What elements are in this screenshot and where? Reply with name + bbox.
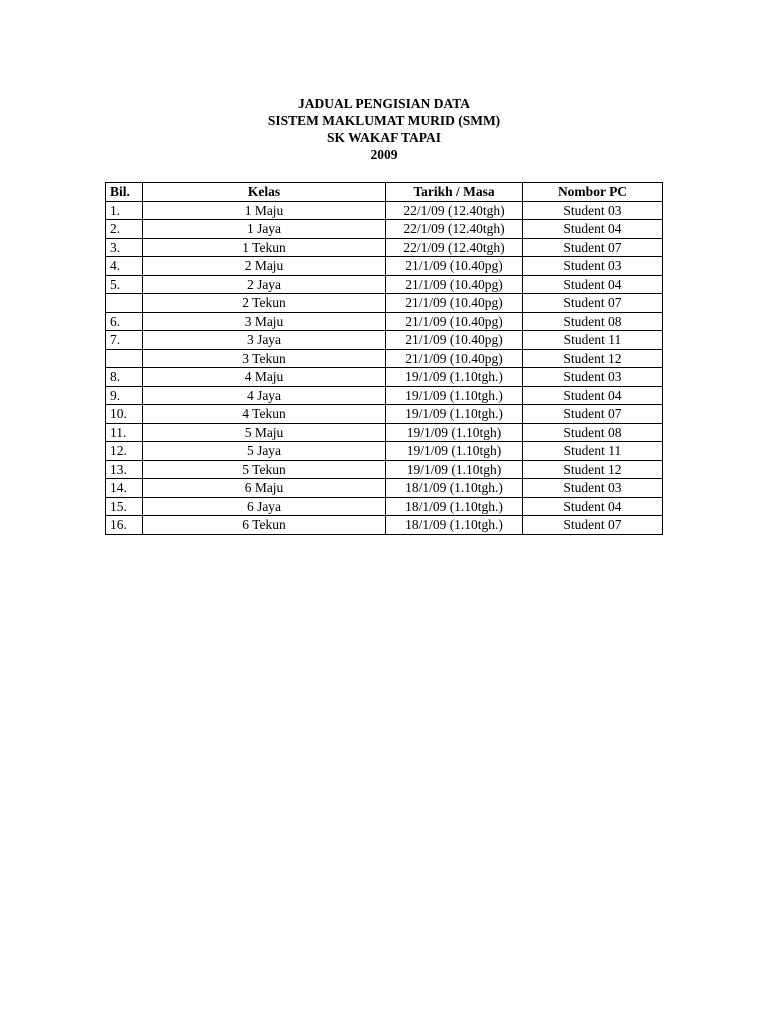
cell-kelas: 1 Jaya <box>143 220 386 239</box>
cell-nombor-pc: Student 07 <box>523 238 663 257</box>
table-row <box>106 479 663 498</box>
header-nombor-pc: Nombor PC <box>523 183 663 202</box>
cell-kelas: 3 Tekun <box>143 349 386 368</box>
table-row <box>106 386 663 405</box>
cell-tarikh-masa: 21/1/09 (10.40pg) <box>386 275 523 294</box>
cell-bil: 8. <box>106 368 143 387</box>
cell-nombor-pc: Student 03 <box>523 201 663 220</box>
cell-kelas: 4 Tekun <box>143 405 386 424</box>
cell-kelas: 6 Maju <box>143 479 386 498</box>
cell-tarikh-masa: 18/1/09 (1.10tgh.) <box>386 516 523 535</box>
table-row <box>106 275 663 294</box>
cell-kelas: 1 Maju <box>143 201 386 220</box>
cell-bil: 15. <box>106 497 143 516</box>
cell-bil: 11. <box>106 423 143 442</box>
cell-bil: 1. <box>106 201 143 220</box>
cell-nombor-pc: Student 04 <box>523 220 663 239</box>
cell-tarikh-masa: 18/1/09 (1.10tgh.) <box>386 497 523 516</box>
cell-bil: 16. <box>106 516 143 535</box>
title-line-1: JADUAL PENGISIAN DATA <box>297 96 471 111</box>
header-tarikh-masa: Tarikh / Masa <box>386 183 523 202</box>
cell-tarikh-masa: 21/1/09 (10.40pg) <box>386 257 523 276</box>
cell-kelas: 2 Tekun <box>143 294 386 313</box>
cell-nombor-pc: Student 03 <box>523 368 663 387</box>
cell-kelas: 5 Jaya <box>143 442 386 461</box>
table-row <box>106 368 663 387</box>
cell-kelas: 5 Maju <box>143 423 386 442</box>
cell-bil: 10. <box>106 405 143 424</box>
cell-nombor-pc: Student 08 <box>523 312 663 331</box>
table-row <box>106 442 663 461</box>
schedule-table <box>105 182 663 535</box>
cell-nombor-pc: Student 08 <box>523 423 663 442</box>
table-row <box>106 516 663 535</box>
cell-kelas: 6 Tekun <box>143 516 386 535</box>
cell-bil: 2. <box>106 220 143 239</box>
header-bil: Bil. <box>106 183 143 202</box>
cell-kelas: 1 Tekun <box>143 238 386 257</box>
table-row <box>106 497 663 516</box>
table-row <box>106 423 663 442</box>
cell-nombor-pc: Student 07 <box>523 405 663 424</box>
table-row <box>106 331 663 350</box>
cell-kelas: 6 Jaya <box>143 497 386 516</box>
cell-tarikh-masa: 18/1/09 (1.10tgh.) <box>386 479 523 498</box>
table-header-row <box>106 183 663 202</box>
table-row <box>106 257 663 276</box>
cell-nombor-pc: Student 12 <box>523 460 663 479</box>
table-row <box>106 220 663 239</box>
table-row <box>106 349 663 368</box>
title-line-3: SK WAKAF TAPAI <box>326 130 442 145</box>
cell-tarikh-masa: 19/1/09 (1.10tgh) <box>386 442 523 461</box>
cell-bil: 4. <box>106 257 143 276</box>
cell-nombor-pc: Student 11 <box>523 331 663 350</box>
cell-nombor-pc: Student 03 <box>523 257 663 276</box>
cell-kelas: 3 Jaya <box>143 331 386 350</box>
cell-bil: 12. <box>106 442 143 461</box>
cell-tarikh-masa: 22/1/09 (12.40tgh) <box>386 201 523 220</box>
cell-tarikh-masa: 22/1/09 (12.40tgh) <box>386 238 523 257</box>
cell-bil: 3. <box>106 238 143 257</box>
cell-nombor-pc: Student 04 <box>523 386 663 405</box>
cell-bil: 5. <box>106 275 143 294</box>
title-line-4: 2009 <box>370 147 398 162</box>
table-row <box>106 294 663 313</box>
title-line-2: SISTEM MAKLUMAT MURID (SMM) <box>267 113 501 128</box>
cell-tarikh-masa: 21/1/09 (10.40pg) <box>386 312 523 331</box>
cell-tarikh-masa: 19/1/09 (1.10tgh.) <box>386 405 523 424</box>
cell-kelas: 5 Tekun <box>143 460 386 479</box>
cell-bil <box>106 349 143 368</box>
cell-nombor-pc: Student 04 <box>523 275 663 294</box>
table-row <box>106 405 663 424</box>
document-title <box>0 95 768 163</box>
cell-kelas: 4 Maju <box>143 368 386 387</box>
cell-tarikh-masa: 19/1/09 (1.10tgh.) <box>386 368 523 387</box>
cell-tarikh-masa: 19/1/09 (1.10tgh) <box>386 460 523 479</box>
cell-bil <box>106 294 143 313</box>
cell-tarikh-masa: 21/1/09 (10.40pg) <box>386 294 523 313</box>
cell-bil: 13. <box>106 460 143 479</box>
cell-nombor-pc: Student 07 <box>523 516 663 535</box>
cell-nombor-pc: Student 12 <box>523 349 663 368</box>
header-kelas: Kelas <box>143 183 386 202</box>
cell-tarikh-masa: 19/1/09 (1.10tgh.) <box>386 386 523 405</box>
cell-kelas: 3 Maju <box>143 312 386 331</box>
cell-tarikh-masa: 19/1/09 (1.10tgh) <box>386 423 523 442</box>
cell-nombor-pc: Student 07 <box>523 294 663 313</box>
table-body <box>106 201 663 534</box>
table-row <box>106 312 663 331</box>
cell-tarikh-masa: 21/1/09 (10.40pg) <box>386 331 523 350</box>
cell-tarikh-masa: 21/1/09 (10.40pg) <box>386 349 523 368</box>
cell-bil: 7. <box>106 331 143 350</box>
cell-bil: 14. <box>106 479 143 498</box>
cell-nombor-pc: Student 11 <box>523 442 663 461</box>
cell-kelas: 2 Maju <box>143 257 386 276</box>
table-row <box>106 238 663 257</box>
cell-kelas: 2 Jaya <box>143 275 386 294</box>
cell-nombor-pc: Student 03 <box>523 479 663 498</box>
cell-bil: 6. <box>106 312 143 331</box>
cell-bil: 9. <box>106 386 143 405</box>
cell-nombor-pc: Student 04 <box>523 497 663 516</box>
table-row <box>106 201 663 220</box>
table-row <box>106 460 663 479</box>
cell-kelas: 4 Jaya <box>143 386 386 405</box>
cell-tarikh-masa: 22/1/09 (12.40tgh) <box>386 220 523 239</box>
